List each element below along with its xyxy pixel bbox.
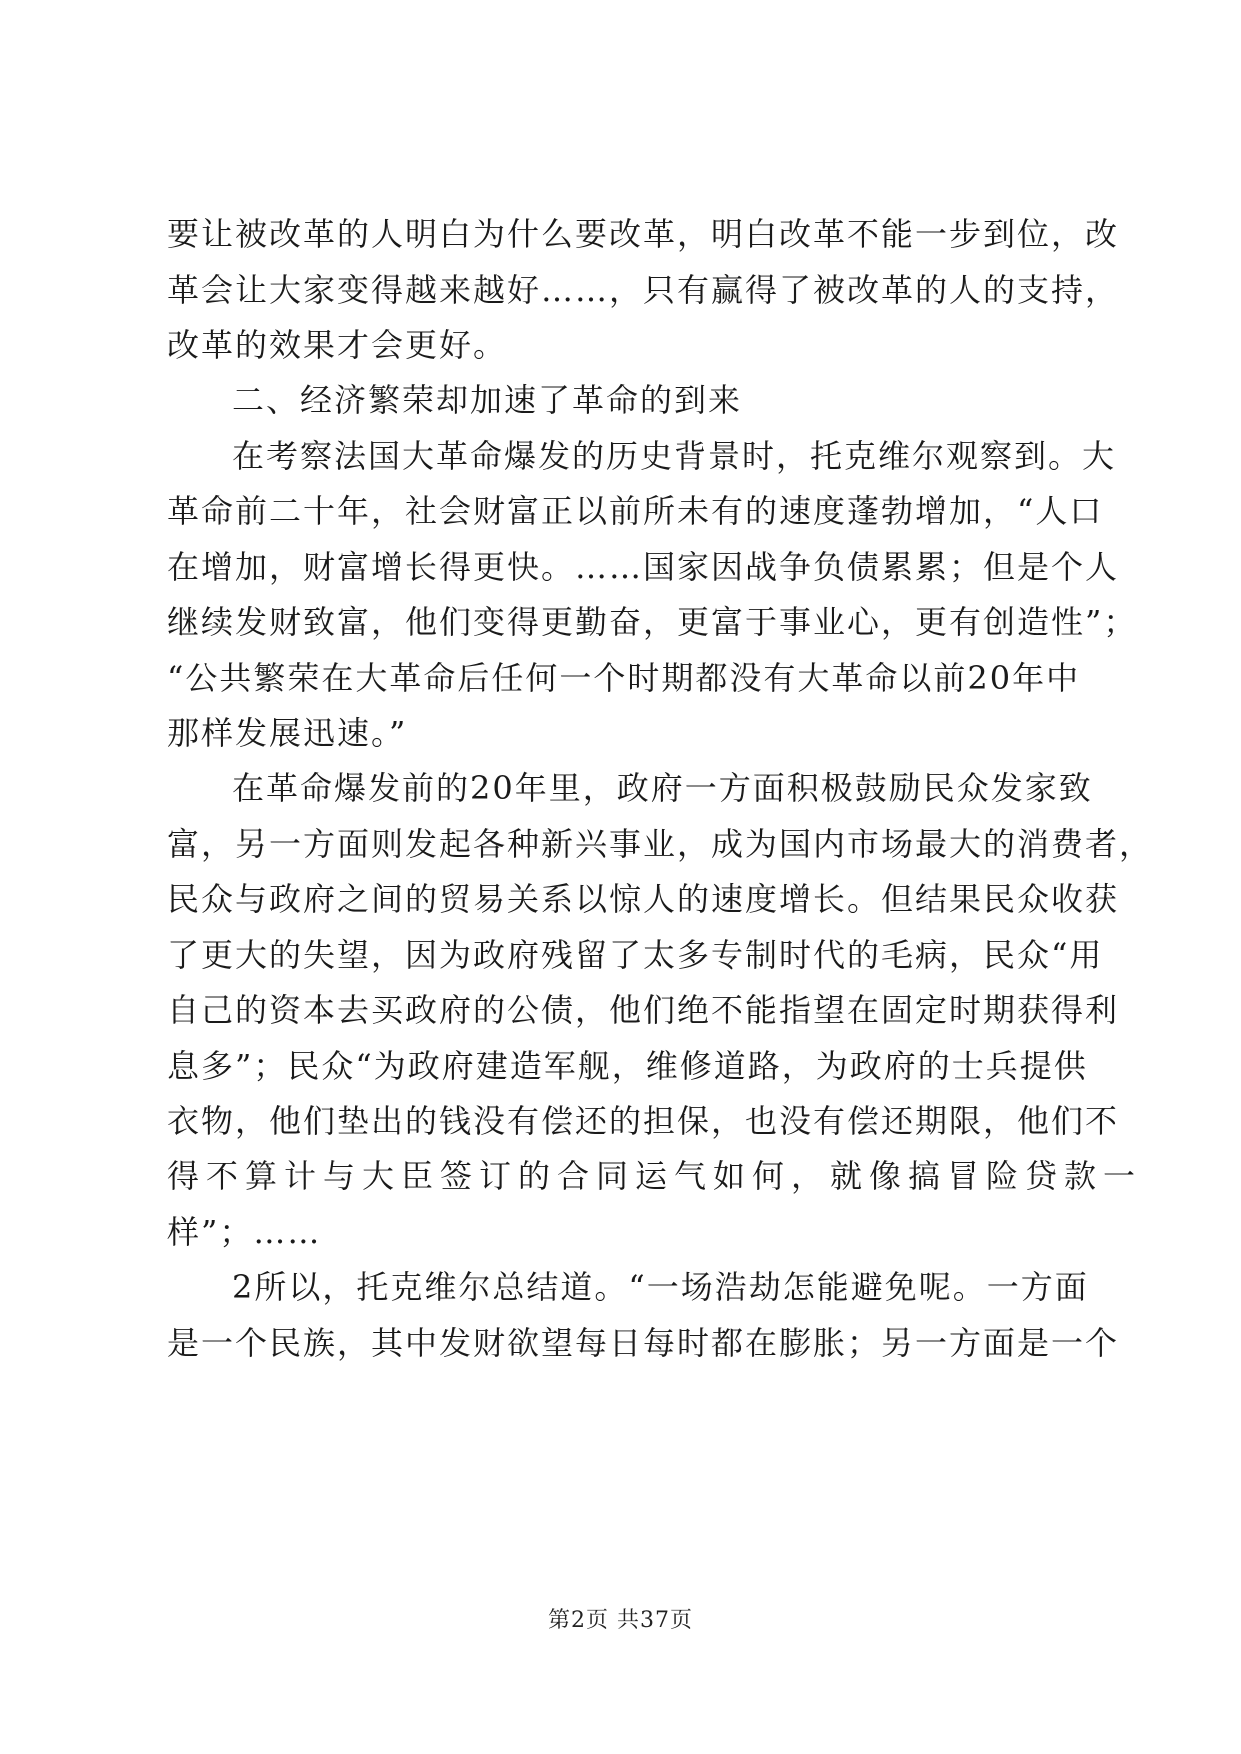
text-line: 自己的资本去买政府的公债，他们绝不能指望在固定时期获得利 bbox=[167, 991, 1120, 1029]
text-line: 在增加，财富增长得更快。……国家因战争负债累累；但是个人 bbox=[167, 548, 1120, 586]
page-number: 第2页 共37页 bbox=[548, 1608, 693, 1633]
text-line: 在革命爆发前的20年里，政府一方面积极鼓励民众发家致 bbox=[232, 769, 1093, 807]
text-line: 富，另一方面则发起各种新兴事业，成为国内市场最大的消费者， bbox=[167, 825, 1154, 863]
text-line: 衣物，他们垫出的钱没有偿还的担保，也没有偿还期限，他们不 bbox=[167, 1102, 1120, 1140]
text-line: “公共繁荣在大革命后任何一个时期都没有大革命以前20年中 bbox=[167, 659, 1081, 697]
text-line: 革会让大家变得越来越好……，只有赢得了被改革的人的支持， bbox=[167, 271, 1120, 309]
text-line: 革命前二十年，社会财富正以前所未有的速度蓬勃增加，“人口 bbox=[167, 492, 1104, 530]
text-line: 是一个民族，其中发财欲望每日每时都在膨胀；另一方面是一个 bbox=[167, 1324, 1120, 1362]
text-line: 要让被改革的人明白为什么要改革，明白改革不能一步到位，改 bbox=[167, 215, 1120, 253]
text-line: 改革的效果才会更好。 bbox=[167, 326, 508, 364]
text-line: 民众与政府之间的贸易关系以惊人的速度增长。但结果民众收获 bbox=[167, 880, 1120, 918]
text-line: 了更大的失望，因为政府残留了太多专制时代的毛病，民众“用 bbox=[167, 936, 1104, 974]
text-line: 样”；…… bbox=[167, 1213, 322, 1251]
text-line: 息多”；民众“为政府建造军舰，维修道路，为政府的士兵提供 bbox=[167, 1047, 1088, 1085]
text-line: 2所以，托克维尔总结道。“一场浩劫怎能避免呢。一方面 bbox=[232, 1268, 1089, 1306]
section-heading: 二、经济繁荣却加速了革命的到来 bbox=[232, 381, 743, 419]
text-line: 在考察法国大革命爆发的历史背景时，托克维尔观察到。大 bbox=[232, 437, 1117, 475]
text-line: 继续发财致富，他们变得更勤奋，更富于事业心，更有创造性”； bbox=[167, 603, 1138, 641]
text-line: 得不算计与大臣签订的合同运气如何，就像搞冒险贷款一 bbox=[167, 1157, 1143, 1195]
text-line: 那样发展迅速。” bbox=[167, 714, 408, 752]
